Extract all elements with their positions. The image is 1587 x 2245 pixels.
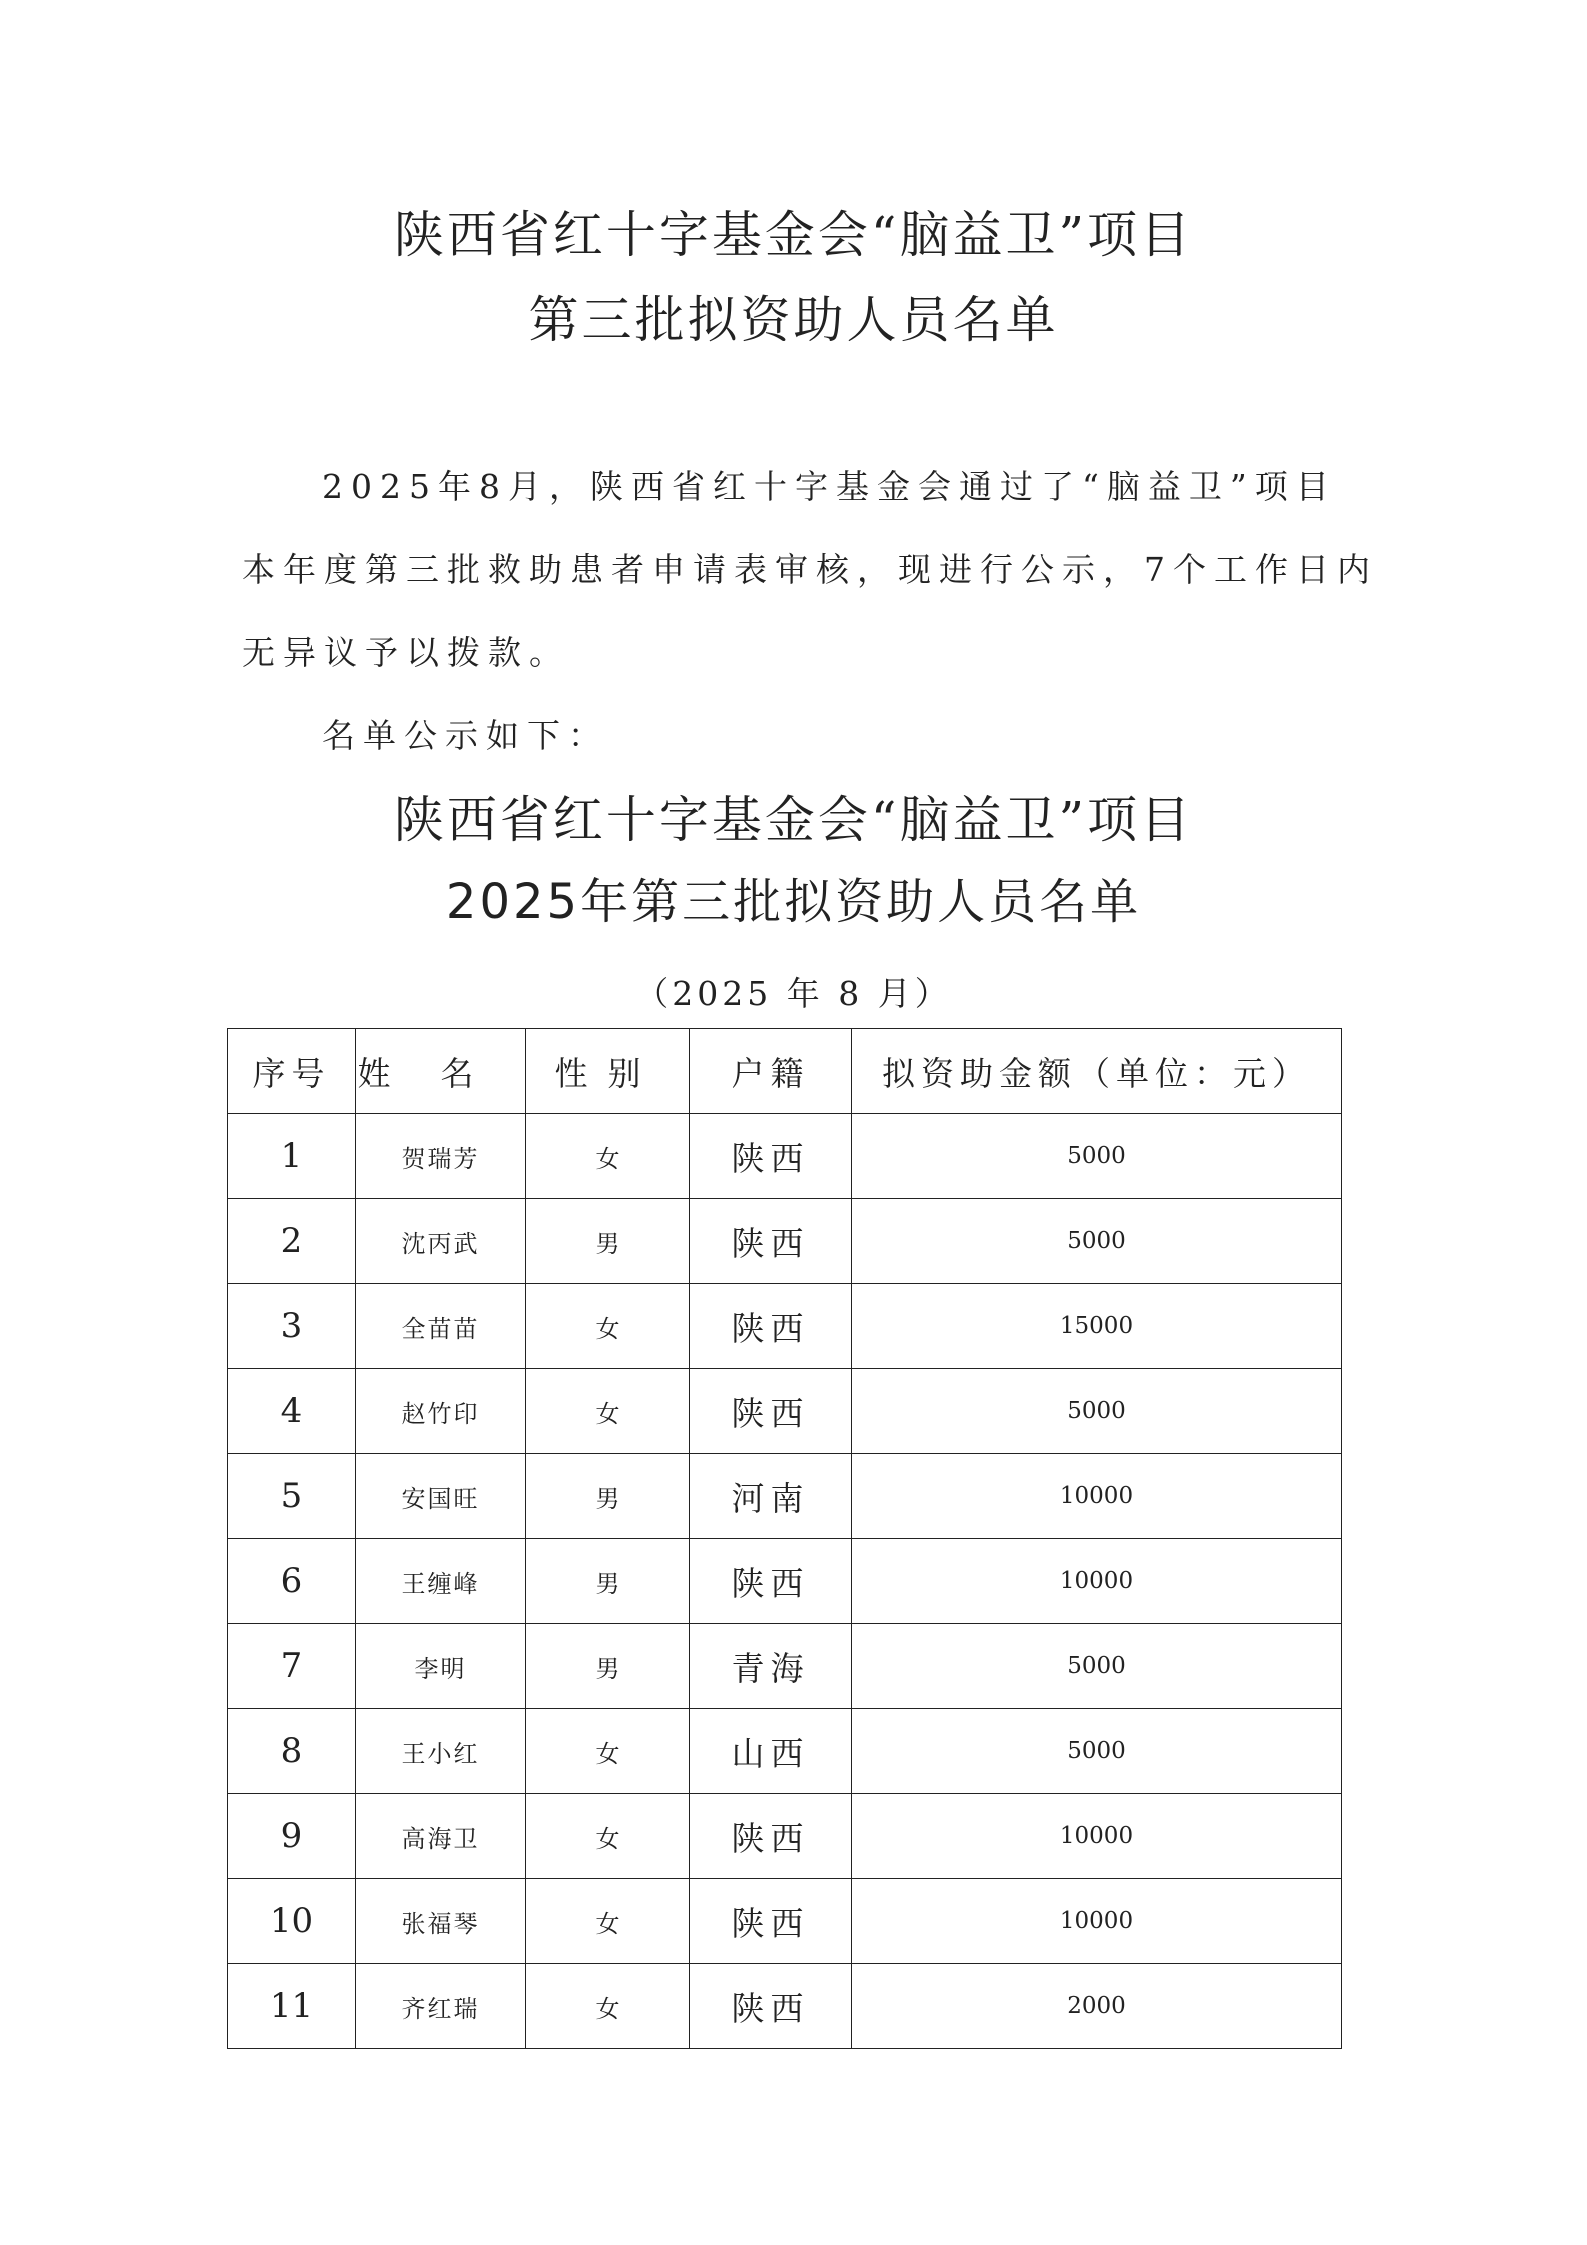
table-row (228, 1709, 1342, 1794)
row-gender: 女 (526, 1114, 690, 1199)
row-amount: 5000 (852, 1624, 1342, 1709)
row-name: 王缠峰 (356, 1539, 526, 1624)
table-row (228, 1454, 1342, 1539)
row-amount: 10000 (852, 1454, 1342, 1539)
row-name: 李明 (356, 1624, 526, 1709)
row-hukou: 陕西 (690, 1369, 852, 1454)
row-index: 10 (228, 1879, 356, 1964)
row-hukou: 青海 (690, 1624, 852, 1709)
table-title-line2: 2025年第三批拟资助人员名单 (445, 874, 1142, 930)
table-row (228, 1539, 1342, 1624)
row-index: 7 (228, 1624, 356, 1709)
row-amount: 5000 (852, 1369, 1342, 1454)
row-gender: 男 (526, 1199, 690, 1284)
row-gender: 女 (526, 1709, 690, 1794)
paragraph-line2: 本年度第三批救助患者申请表审核，现进行公示，7个工作日内 (242, 550, 1378, 589)
row-amount: 2000 (852, 1964, 1342, 2049)
row-gender: 女 (526, 1369, 690, 1454)
row-amount: 10000 (852, 1794, 1342, 1879)
row-gender: 男 (526, 1454, 690, 1539)
row-hukou: 陕西 (690, 1879, 852, 1964)
doc-title-line1: 陕西省红十字基金会“脑益卫”项目 (393, 206, 1194, 264)
row-hukou: 陕西 (690, 1284, 852, 1369)
table-row (228, 1964, 1342, 2049)
row-gender: 男 (526, 1539, 690, 1624)
row-amount: 10000 (852, 1879, 1342, 1964)
row-name: 张福琴 (356, 1879, 526, 1964)
row-name: 齐红瑞 (356, 1964, 526, 2049)
table-row (228, 1199, 1342, 1284)
paragraph-line4: 名单公示如下： (322, 716, 609, 755)
row-hukou: 陕西 (690, 1794, 852, 1879)
row-index: 11 (228, 1964, 356, 2049)
recipient-table (227, 1028, 1342, 2049)
header-name: 姓名 (356, 1029, 526, 1114)
row-index: 3 (228, 1284, 356, 1369)
table-date: （2025 年 8 月） (635, 974, 952, 1013)
row-name: 高海卫 (356, 1794, 526, 1879)
row-name: 王小红 (356, 1709, 526, 1794)
row-gender: 女 (526, 1879, 690, 1964)
row-gender: 女 (526, 1794, 690, 1879)
row-name: 赵竹印 (356, 1369, 526, 1454)
table-row (228, 1369, 1342, 1454)
row-amount: 5000 (852, 1114, 1342, 1199)
row-index: 8 (228, 1709, 356, 1794)
row-amount: 15000 (852, 1284, 1342, 1369)
row-hukou: 陕西 (690, 1199, 852, 1284)
table-row (228, 1794, 1342, 1879)
row-index: 1 (228, 1114, 356, 1199)
row-hukou: 山西 (690, 1709, 852, 1794)
row-hukou: 河南 (690, 1454, 852, 1539)
header-amount: 拟资助金额（单位：元） (852, 1029, 1342, 1114)
row-index: 9 (228, 1794, 356, 1879)
paragraph-line3: 无异议予以拨款。 (242, 633, 570, 672)
header-gender: 性别 (526, 1029, 690, 1114)
header-hukou: 户籍 (690, 1029, 852, 1114)
header-index: 序号 (228, 1029, 356, 1114)
row-index: 5 (228, 1454, 356, 1539)
row-index: 6 (228, 1539, 356, 1624)
row-hukou: 陕西 (690, 1114, 852, 1199)
table-row (228, 1114, 1342, 1199)
row-name: 贺瑞芳 (356, 1114, 526, 1199)
table-title-line1: 陕西省红十字基金会“脑益卫”项目 (393, 791, 1194, 849)
row-gender: 男 (526, 1624, 690, 1709)
row-amount: 5000 (852, 1709, 1342, 1794)
row-amount: 5000 (852, 1199, 1342, 1284)
row-hukou: 陕西 (690, 1964, 852, 2049)
row-hukou: 陕西 (690, 1539, 852, 1624)
row-index: 4 (228, 1369, 356, 1454)
row-gender: 女 (526, 1964, 690, 2049)
table-row (228, 1879, 1342, 1964)
doc-title-line2: 第三批拟资助人员名单 (528, 291, 1059, 349)
table-row (228, 1284, 1342, 1369)
row-amount: 10000 (852, 1539, 1342, 1624)
table-row (228, 1624, 1342, 1709)
table-header-row (228, 1029, 1342, 1114)
row-gender: 女 (526, 1284, 690, 1369)
row-name: 全苗苗 (356, 1284, 526, 1369)
row-name: 沈丙武 (356, 1199, 526, 1284)
row-index: 2 (228, 1199, 356, 1284)
row-name: 安国旺 (356, 1454, 526, 1539)
paragraph-line1: 2025年8月，陕西省红十字基金会通过了“脑益卫”项目 (322, 467, 1337, 506)
